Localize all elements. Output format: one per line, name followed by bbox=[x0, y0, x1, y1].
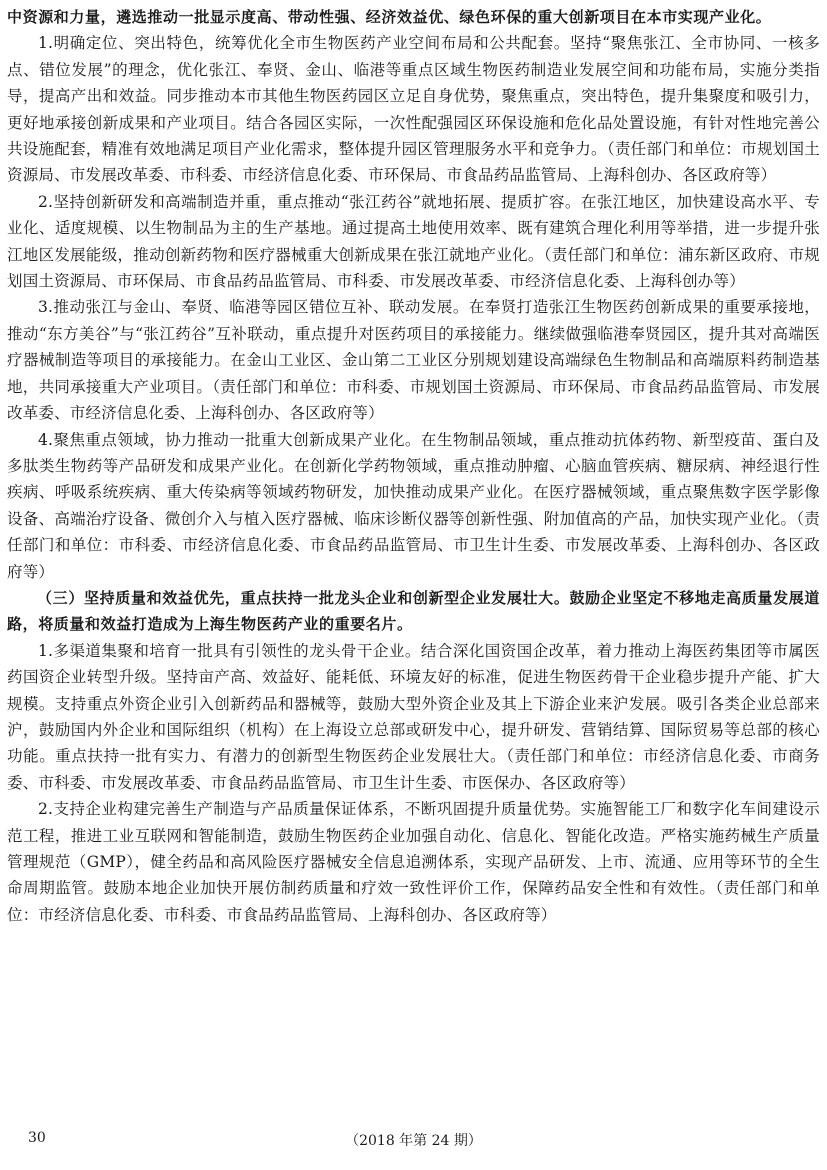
paragraph-section3-item-1: 1.多渠道集聚和培育一批具有引领性的龙头骨干企业。结合深化国资国企改革，着力推动上海医药集团等市属医药国资企业转型升级。坚持亩产高、效益好、能耗低、环境友好的标准，促进生物医药骨干企业稳步提升产能、扩大规模。支持重点外资企业引入创新药品和器械等，鼓励大型外资企业及其上下游企业来沪发展。吸引各类企业总部来沪，鼓励国内外企业和国际组织（机构）在上海设立总部或研发中心，提升研发、营销结算、国际贸易等总部的核心功能。重点扶持一批有实力、有潜力的创新型生物医药企业发展壮大。（责任部门和单位：市经济信息化委、市商务委、市科委、市发展改革委、市食品药品监管局、市卫生计生委、市医保办、各区政府等） bbox=[7, 641, 820, 792]
page-footer bbox=[0, 1128, 827, 1152]
paragraph-intro-continuation: 中资源和力量，遴选推动一批显示度高、带动性强、经济效益优、绿色环保的重大创新项目在本市实现产业化。 bbox=[7, 8, 772, 26]
paragraph-item-4: 4.聚焦重点领域，协力推动一批重大创新成果产业化。在生物制品领域，重点推动抗体药物、新型疫苗、蛋白及多肽类生物药等产品研发和成果产业化。在创新化学药物领域，重点推动肿瘤、心脑血管疾病、糖尿病、神经退行性疾病、呼吸系统疾病、重大传染病等领域药物研发，加快推动成果产业化。在医疗器械领域，重点聚焦数字医学影像设备、高端治疗设备、微创介入与植入医疗器械、临床诊断仪器等创新性强、附加值高的产品，加快实现产业化。（责任部门和单位：市科委、市经济信息化委、市食品药品监管局、市卫生计生委、市发展改革委、上海科创办、各区政府等） bbox=[7, 430, 820, 581]
paragraph-item-2: 2.坚持创新研发和高端制造并重，重点推动“张江药谷”就地拓展、提质扩容。在张江地区，加快建设高水平、专业化、适度规模、以生物制品为主的生产基地。通过提高土地使用效率、既有建筑合理化利用等举措，进一步提升张江地区发展能级，推动创新药物和医疗器械重大创新成果在张江就地产业化。（责任部门和单位：浦东新区政府、市规划国土资源局、市环保局、市食品药品监管局、市科委、市发展改革委、市经济信息化委、上海科创办等） bbox=[7, 192, 820, 291]
paragraph-section3-item-2: 2.支持企业构建完善生产制造与产品质量保证体系，不断巩固提升质量优势。实施智能工厂和数字化车间建设示范工程，推进工业互联网和智能制造，鼓励生物医药企业加强自动化、信息化、智能化改造。严格实施药械生产质量管理规范（GMP），健全药品和高风险医疗器械安全信息追溯体系，实现产品研发、上市、流通、应用等环节的全生命周期监管。鼓励本地企业加快开展仿制药质量和疗效一致性评价工作，保障药品安全性和有效性。（责任部门和单位：市经济信息化委、市科委、市食品药品监管局、上海科创办、各区政府等） bbox=[7, 800, 820, 924]
paragraph-item-1: 1.明确定位、突出特色，统筹优化全市生物医药产业空间布局和公共配套。坚持“聚焦张江、全市协同、一核多点、错位发展”的理念，优化张江、奉贤、金山、临港等重点区域生物医药制造业发展空间和功能布局，实施分类指导，提高产出和效益。同步推动本市其他生物医药园区立足自身优势，聚焦重点，突出特色，提升集聚度和吸引力，更好地承接创新成果和产业项目。结合各园区实际，一次性配强园区环保设施和危化品处置设施，有针对性地完善公共设施配套，精准有效地满足项目产业化需求，整体提升园区管理服务水平和竞争力。（责任部门和单位：市规划国土资源局、市发展改革委、市科委、市经济信息化委、市环保局、市食品药品监管局、上海科创办、各区政府等） bbox=[7, 34, 820, 185]
page-number: 30 bbox=[28, 1130, 46, 1146]
paragraph-item-3: 3.推动张江与金山、奉贤、临港等园区错位互补、联动发展。在奉贤打造张江生物医药创新成果的重要承接地，推动“东方美谷”与“张江药谷”互补联动，重点提升对医药项目的承接能力。继续做强临港奉贤园区，提升其对高端医疗器械制造等项目的承接能力。在金山工业区、金山第二工业区分别规划建设高端绿色生物制品和高端原料药制造基地，共同承接重大产业项目。（责任部门和单位：市科委、市规划国土资源局、市环保局、市食品药品监管局、市发展改革委、市经济信息化委、上海科创办、各区政府等） bbox=[7, 298, 820, 423]
section-heading-3: （三）坚持质量和效益优先，重点扶持一批龙头企业和创新型企业发展壮大。鼓励企业坚定不移地走高质量发展道路，将质量和效益打造成为上海生物医药产业的重要名片。 bbox=[7, 588, 820, 634]
document-body bbox=[7, 4, 820, 928]
issue-label: （2018 年第 24 期） bbox=[345, 1133, 482, 1149]
